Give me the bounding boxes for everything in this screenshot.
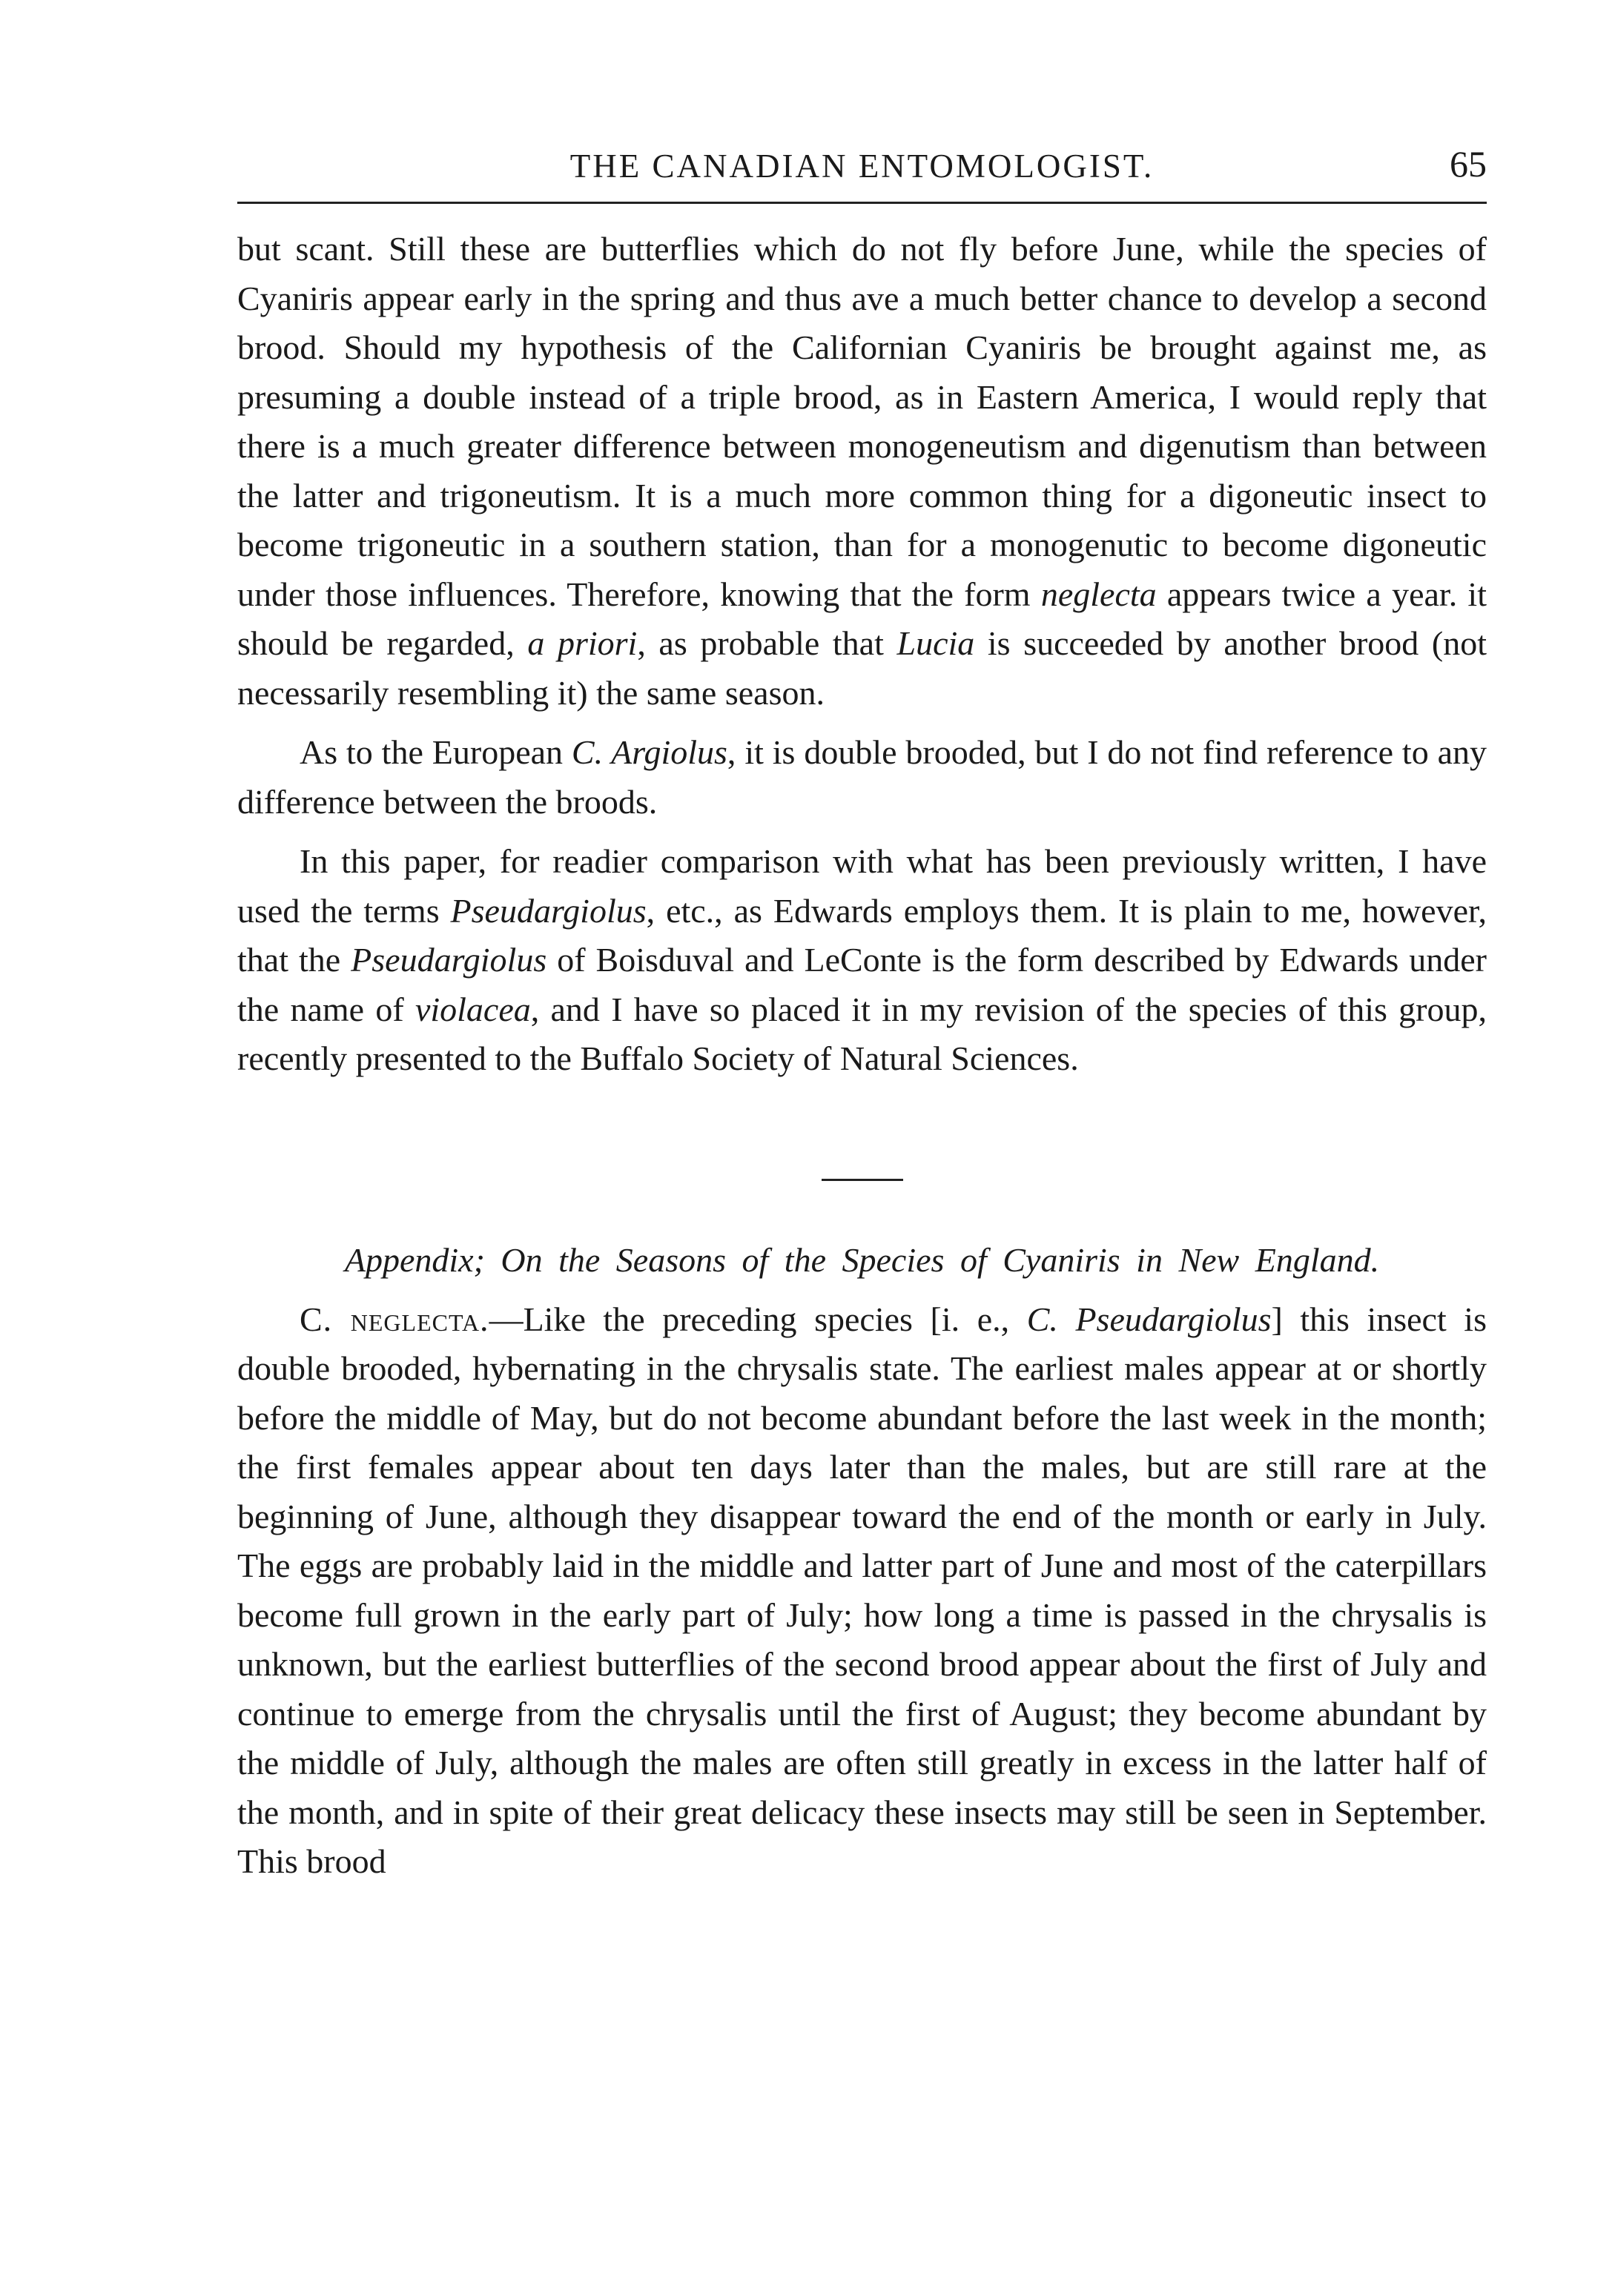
body-text <box>237 225 1487 1887</box>
section-divider <box>822 1179 903 1181</box>
text-run: —Like the preceding species [i. e., <box>489 1300 1027 1338</box>
italic-term: Pseudargiolus <box>351 941 547 979</box>
appendix-heading: Appendix; On the Seasons of the Species of Cyaniris in New England. <box>344 1240 1380 1279</box>
italic-term: Lucia <box>896 624 975 662</box>
running-title: THE CANADIAN ENTOMOLOGIST. <box>569 148 1155 185</box>
paragraph-neglecta <box>237 1295 1487 1887</box>
text-run: , and I have so placed it in my revision of the species of this group, recently presented to the Buffalo Society of Natural Sciences. <box>237 990 1487 1077</box>
paragraph-continued <box>237 225 1487 718</box>
text-run: ave a much better chance to develop a second brood. Should my hypothesis of the Californian Cyaniris be brought against me, as presuming a double instead of a triple brood, as in Eastern America, I would reply that there is a much greater difference between monogeneutism and digenutism than between the latter and trigoneutism. It is a much more common thing for a digoneutic insect to become trigoneutic in a southern station, than for a monogenutic to become digoneutic under those influences. Therefore, knowing that the form <box>237 279 1487 613</box>
text-run: ] this insect is double brooded, hybernating in the chrysalis state. The earliest males appear at or shortly before the middle of May, but do not become abundant before the last week in the month; the first females appear about ten days later than the males, but are still rare at the beginning of June, although they disappear toward the end of the month or early in July. The eggs are probably laid in the middle and latter part of June and most of the caterpillars become full grown in the early part of July; how long a time is passed in the chrysalis is unknown, but the earliest butterflies of the second brood appear about the first of July and continue to emerge from the chrysalis until the first of August; they become abundant by the middle of July, although the males are often still greatly in excess in the latter half of the month, and in spite of their great delicacy these insects may still be seen in September. This brood <box>237 1300 1487 1880</box>
text-run: In this paper, for readier comparison with what has been previously written, I have used the terms <box>237 842 1487 930</box>
italic-term: a priori <box>527 624 638 662</box>
book-page <box>237 133 1487 1887</box>
text-run: of Boisduval and LeConte is the form described by Edwards under the name of <box>237 941 1487 1028</box>
paragraph-terminology <box>237 837 1487 1084</box>
species-name: C. neglecta. <box>300 1300 489 1338</box>
header-rule <box>237 202 1487 204</box>
text-run: As to the European <box>300 733 572 771</box>
italic-term: C. Pseudargiolus <box>1026 1300 1272 1338</box>
italic-term: Pseudargiolus <box>450 891 647 930</box>
text-run: but scant. Still these are butterflies which do not fly before June, while the species of Cyaniris appear early in the spring and thus <box>237 230 1487 317</box>
page-number: 65 <box>1450 143 1487 185</box>
running-head <box>237 133 1487 193</box>
italic-term: C. Argiolus <box>571 733 727 771</box>
text-run: , it is double brooded, but I do not find reference to any difference between the broods. <box>237 733 1487 821</box>
text-run: , etc., as Edwards employs them. It is plain to me, however, that the <box>237 891 1487 979</box>
italic-term: neglecta <box>1040 575 1157 613</box>
italic-term: violacea <box>415 990 531 1028</box>
paragraph-european-argiolus <box>237 728 1487 827</box>
text-run: , as probable that <box>637 624 897 662</box>
text-run: is succeeded by another brood (not necessarily resembling it) the same season. <box>237 624 1487 712</box>
text-run: appears twice a year. it should be regarded, <box>237 575 1487 662</box>
